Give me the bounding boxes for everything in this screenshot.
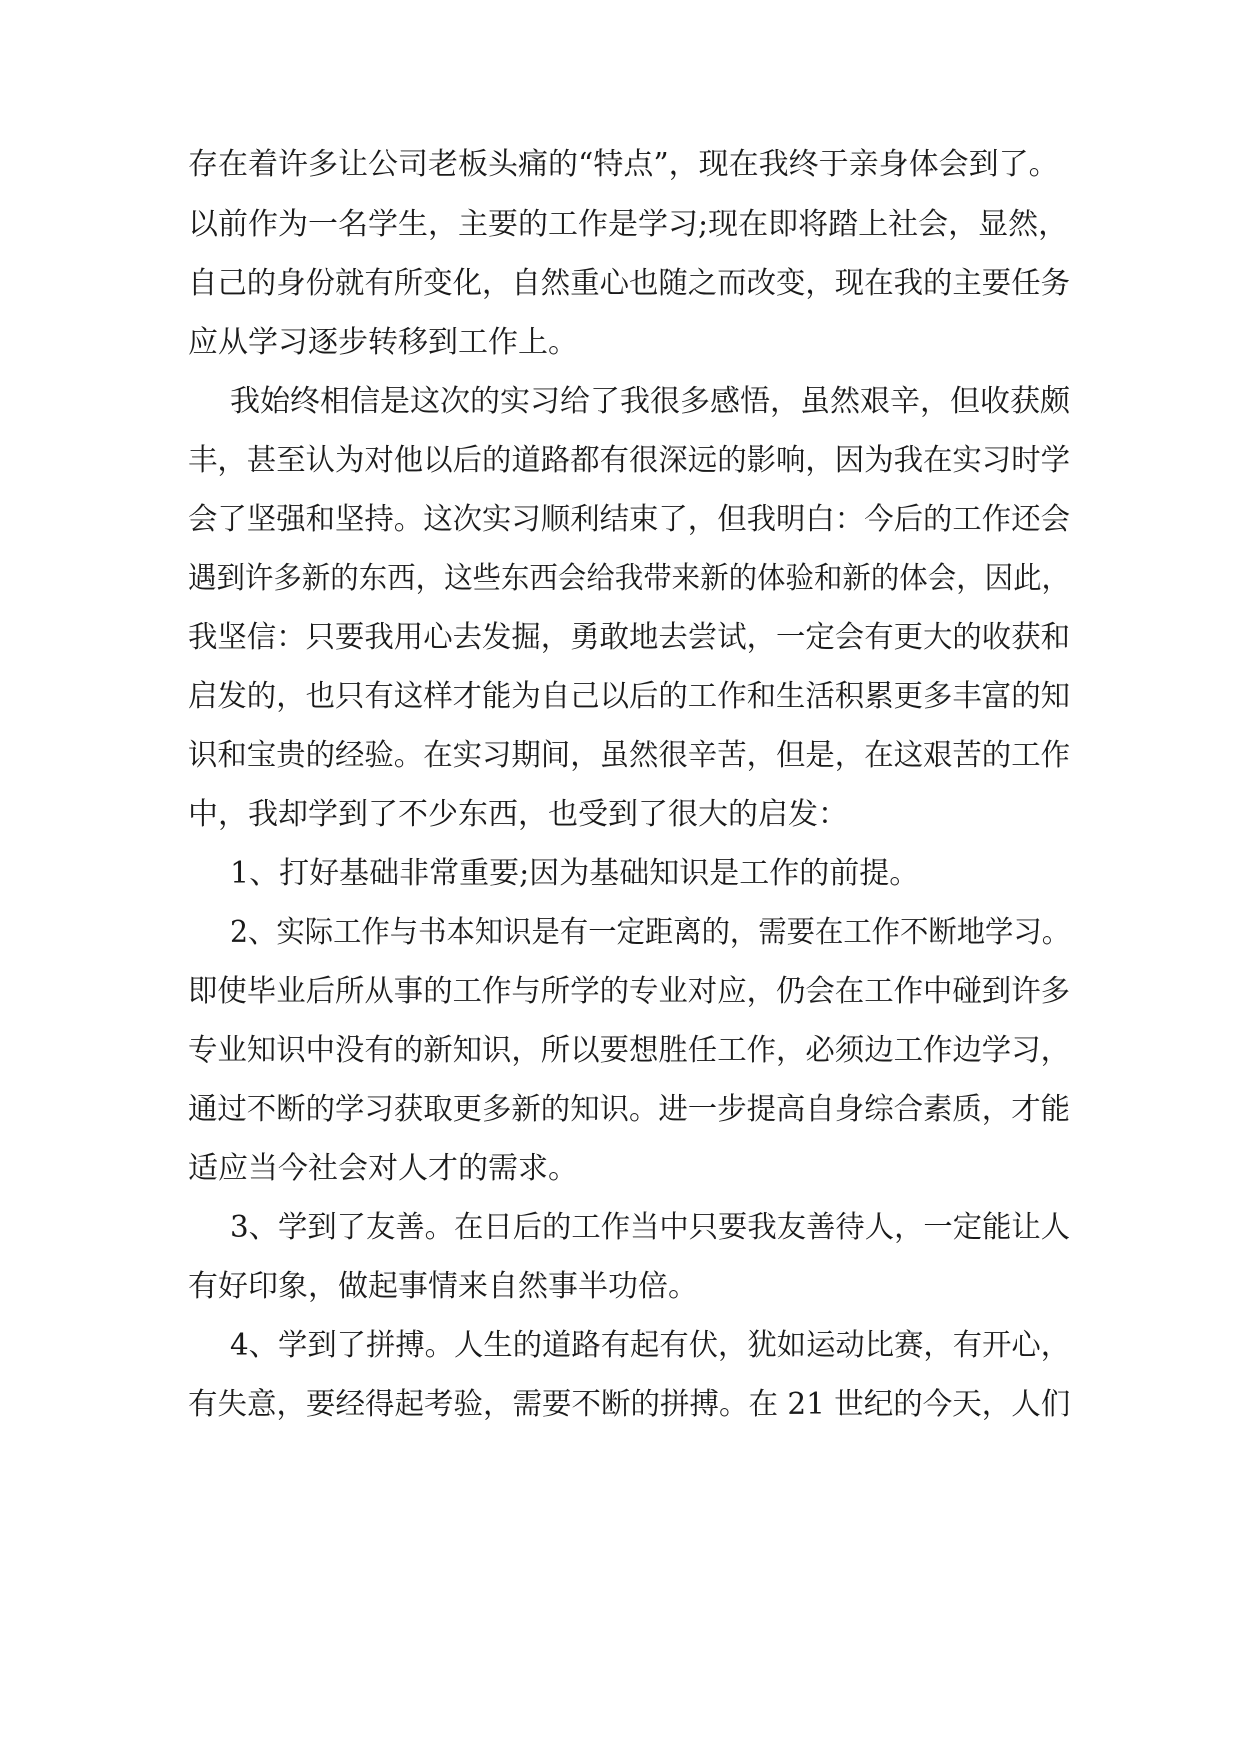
list-item: 3、学到了友善。在日后的工作当中只要我友善待人，一定能让人 [230,1210,1071,1245]
text-line: 我始终相信是这次的实习给了我很多感悟，虽然艰辛，但收获颇 [230,384,1070,419]
text-line: 通过不断的学习获取更多新的知识。进一步提高自身综合素质，才能 [188,1092,1070,1127]
list-item: 2、实际工作与书本知识是有一定距离的，需要在工作不断地学习。 [230,915,1071,950]
list-item: 4、学到了拼搏。人生的道路有起有伏，犹如运动比赛，有开心， [230,1328,1071,1363]
text-line: 专业知识中没有的新知识，所以要想胜任工作，必须边工作边学习， [188,1033,1070,1068]
text-line: 丰，甚至认为对他以后的道路都有很深远的影响，因为我在实习时学 [188,443,1070,478]
text-line: 自己的身份就有所变化，自然重心也随之而改变，现在我的主要任务 [188,266,1070,301]
text-line: 我坚信：只要我用心去发掘，勇敢地去尝试，一定会有更大的收获和 [188,620,1070,655]
text-line: 有失意，要经得起考验，需要不断的拼搏。在 21 世纪的今天，人们 [188,1387,1071,1422]
text-line: 会了坚强和坚持。这次实习顺利结束了，但我明白：今后的工作还会 [188,502,1070,537]
text-line: 中，我却学到了不少东西，也受到了很大的启发： [188,797,848,832]
text-line: 有好印象，做起事情来自然事半功倍。 [188,1269,698,1304]
text-line: 适应当今社会对人才的需求。 [188,1151,578,1186]
list-item: 1、打好基础非常重要;因为基础知识是工作的前提。 [230,856,920,891]
text-line: 启发的，也只有这样才能为自己以后的工作和生活积累更多丰富的知 [188,679,1070,714]
text-line: 以前作为一名学生，主要的工作是学习;现在即将踏上社会，显然， [188,207,1069,242]
text-line: 应从学习逐步转移到工作上。 [188,325,578,360]
text-line: 存在着许多让公司老板头痛的“特点”，现在我终于亲身体会到了。 [188,147,1059,182]
text-line: 识和宝贵的经验。在实习期间，虽然很辛苦，但是，在这艰苦的工作 [188,738,1070,773]
text-line: 遇到许多新的东西，这些东西会给我带来新的体验和新的体会，因此， [188,561,1071,596]
text-line: 即使毕业后所从事的工作与所学的专业对应，仍会在工作中碰到许多 [188,974,1070,1009]
